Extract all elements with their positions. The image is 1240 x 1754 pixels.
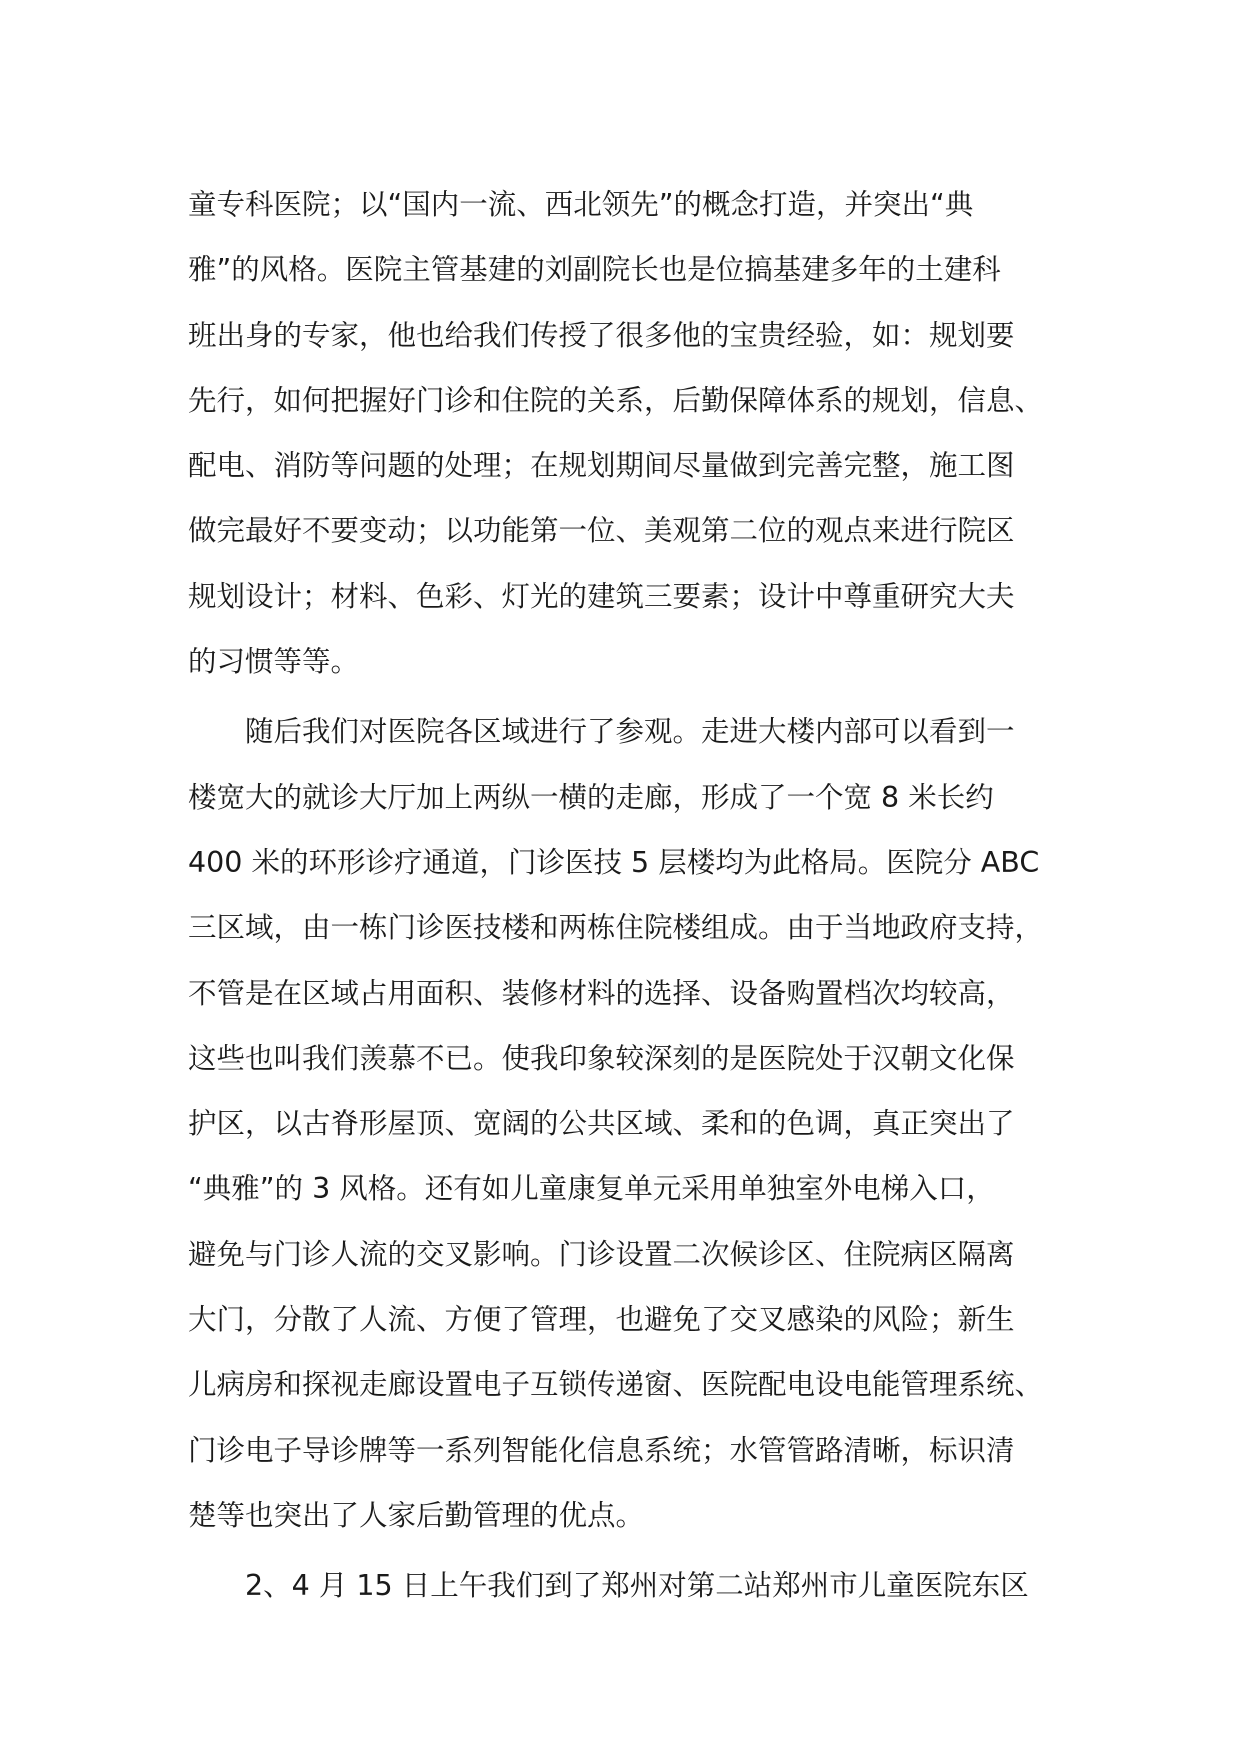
- text-line: 儿病房和探视走廊设置电子互锁传递窗、医院配电设电能管理系统、: [188, 1368, 1044, 1402]
- text-line: 的习惯等等。: [188, 645, 360, 679]
- text-line: 先行，如何把握好门诊和住院的关系，后勤保障体系的规划，信息、: [188, 383, 1044, 417]
- text-line: 规划设计；材料、色彩、灯光的建筑三要素；设计中尊重研究大夫: [188, 579, 1015, 613]
- text-line: “典雅”的 3 风格。还有如儿童康复单元采用单独室外电梯入口，: [188, 1172, 995, 1206]
- paragraph-1: [188, 172, 1088, 694]
- text-line: 做完最好不要变动；以功能第一位、美观第二位的观点来进行院区: [188, 514, 1015, 548]
- paragraph-2: [188, 699, 1088, 1548]
- text-line: 护区，以古脊形屋顶、宽阔的公共区域、柔和的色调，真正突出了: [188, 1107, 1015, 1141]
- document-body: [188, 172, 1088, 1619]
- text-line: 楼宽大的就诊大厅加上两纵一横的走廊，形成了一个宽 8 米长约: [188, 780, 994, 814]
- text-line: 这些也叫我们羡慕不已。使我印象较深刻的是医院处于汉朝文化保: [188, 1041, 1015, 1075]
- text-line: 班出身的专家，他也给我们传授了很多他的宝贵经验，如：规划要: [188, 318, 1015, 352]
- text-line: 大门，分散了人流、方便了管理，也避免了交叉感染的风险；新生: [188, 1303, 1015, 1337]
- text-line: 400 米的环形诊疗通道，门诊医技 5 层楼均为此格局。医院分 ABC: [188, 845, 1040, 879]
- text-line: 随后我们对医院各区域进行了参观。走进大楼内部可以看到一: [245, 715, 1015, 749]
- text-line: 楚等也突出了人家后勤管理的优点。: [188, 1498, 645, 1532]
- text-line: 童专科医院；以“国内一流、西北领先”的概念打造，并突出“典: [188, 188, 974, 221]
- text-line: 门诊电子导诊牌等一系列智能化信息系统；水管管路清晰，标识清: [188, 1433, 1015, 1467]
- text-line: 配电、消防等问题的处理；在规划期间尽量做到完善完整，施工图: [188, 449, 1015, 483]
- text-line: 2、4 月 15 日上午我们到了郑州对第二站郑州市儿童医院东区: [245, 1569, 1029, 1603]
- text-line: 三区域，由一栋门诊医技楼和两栋住院楼组成。由于当地政府支持，: [188, 911, 1044, 945]
- text-line: 雅”的风格。医院主管基建的刘副院长也是位搞基建多年的土建科: [188, 253, 1001, 287]
- text-line: 不管是在区域占用面积、装修材料的选择、设备购置档次均较高，: [188, 976, 1015, 1010]
- text-line: 避免与门诊人流的交叉影响。门诊设置二次候诊区、住院病区隔离: [188, 1237, 1015, 1271]
- paragraph-3: [188, 1553, 1088, 1618]
